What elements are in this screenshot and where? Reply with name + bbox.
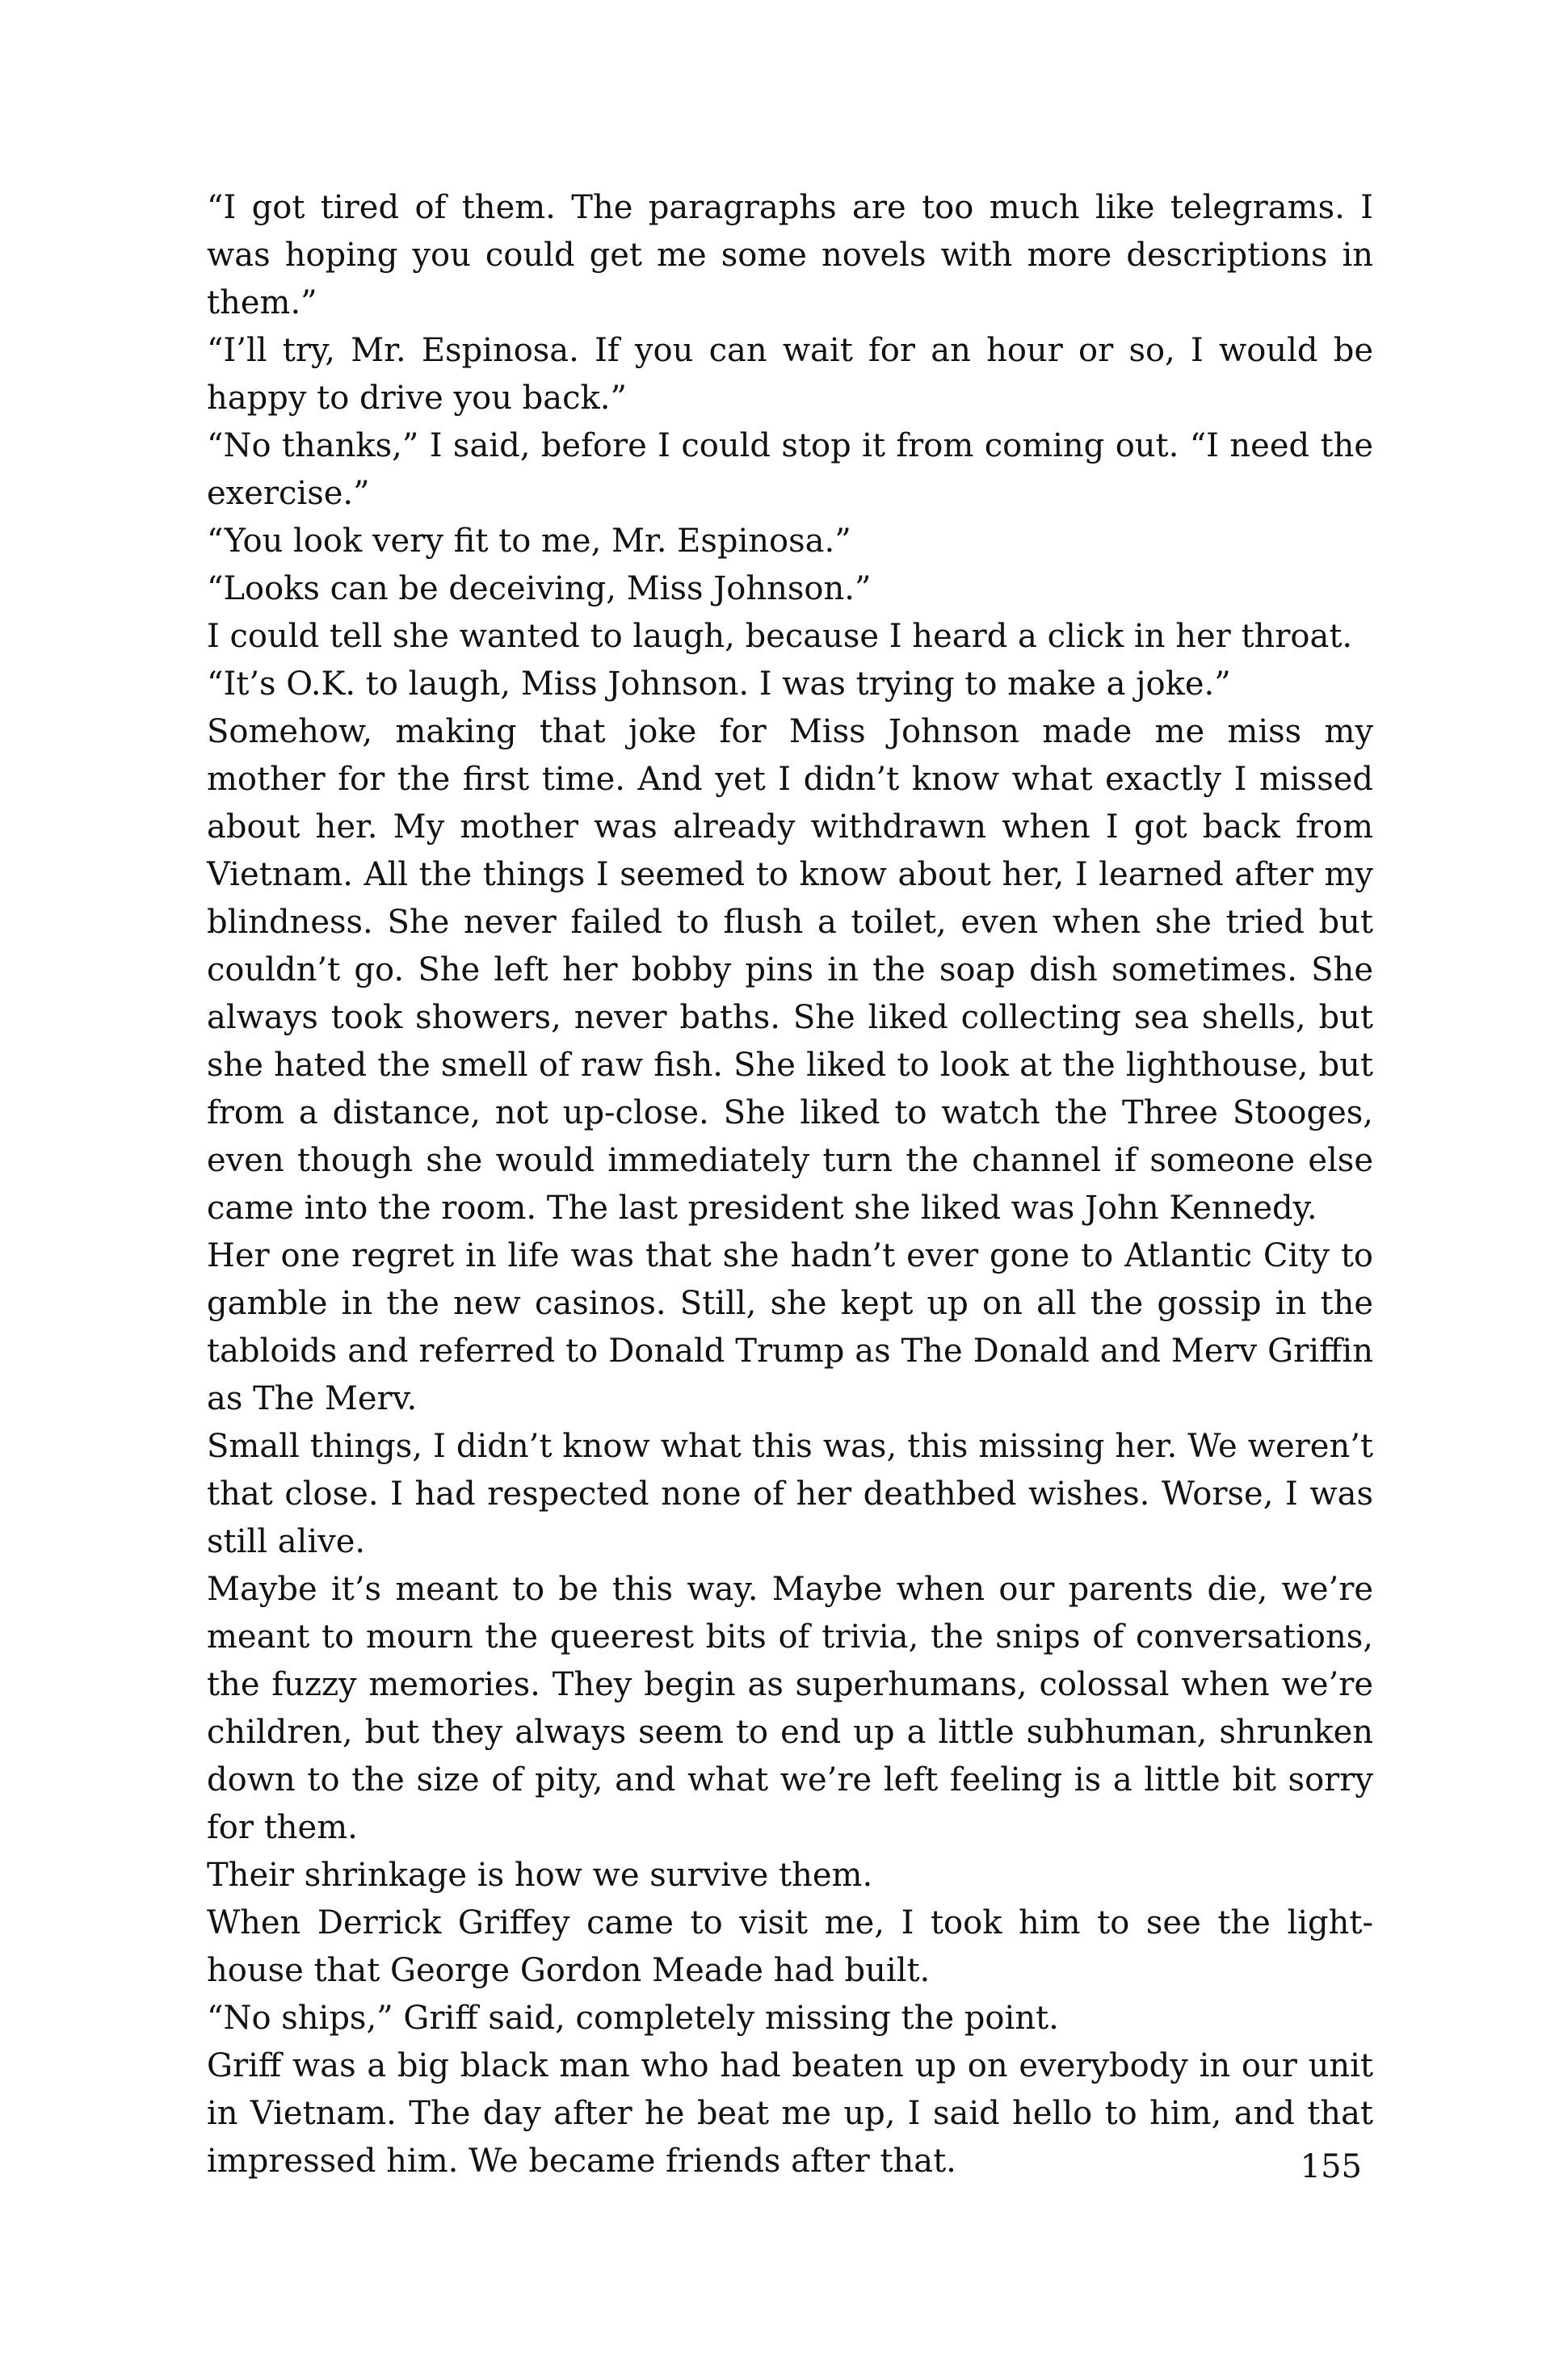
page-number: 155 [1300,2148,1362,2185]
body-text [207,184,1373,2185]
paragraph-6: I could tell she wanted to laugh, because I heard a click in her throat. [207,618,1353,655]
paragraph-3: “No thanks,” I said, before I could stop it from coming out. “I need the exercise.” [207,427,1373,512]
paragraph-8: Somehow, making that joke for Miss Johnson made me miss my mother for the first time. And yet I didn’t know what exactly I missed about her. My mother was already withdrawn when I got back from Vietnam. All the things I seemed to know about her, I learned after my blindness. She never failed to flush a toilet, even when she tried but couldn’t go. She left her bobby pins in the soap dish sometimes. She always took showers, never baths. She liked collecting sea shells, but she hated the smell of raw fish. She liked to look at the lighthouse, but from a distance, not up-close. She liked to watch the Three Stooges, even though she would immediately turn the channel if someone else came into the room. The last president she liked was John Kennedy. [207,713,1373,1227]
paragraph-14: “No ships,” Griff said, completely missing the point. [207,2000,1059,2037]
paragraph-13: When Derrick Griffey came to visit me, I took him to see the light-house that George Gordon Meade had built. [207,1904,1373,1989]
paragraph-1: “I got tired of them. The paragraphs are too much like telegrams. I was hoping you could get me some novels with more descriptions in them.” [207,189,1373,321]
paragraph-10: Small things, I didn’t know what this was, this missing her. We weren’t that close. I had respected none of her deathbed wishes. Worse, I was still alive. [207,1428,1373,1560]
paragraph-9: Her one regret in life was that she hadn’t ever gone to Atlantic City to gamble in the new casinos. Still, she kept up on all the gossip in the tabloids and referred to Donald Trump as The Donald and Merv Griffin as The Merv. [207,1237,1373,1417]
paragraph-5: “Looks can be deceiving, Miss Johnson.” [207,570,872,607]
paragraph-11: Maybe it’s meant to be this way. Maybe when our parents die, we’re meant to mourn the queerest bits of trivia, the snips of conversations, the fuzzy memories. They begin as superhumans, colossal when we’re children, but they always seem to end up a little subhuman, shrunken down to the size of pity, and what we’re left feeling is a little bit sorry for them. [207,1571,1373,1846]
paragraph-4: “You look very fit to me, Mr. Espinosa.” [207,523,851,560]
paragraph-2: “I’ll try, Mr. Espinosa. If you can wait for an hour or so, I would be happy to drive you back.” [207,332,1373,417]
paragraph-12: Their shrinkage is how we survive them. [207,1857,873,1894]
paragraph-15: Griff was a big black man who had beaten up on everybody in our unit in Vietnam. The day after he beat me up, I said hello to him, and that impressed him. We became friends after that. [207,2047,1373,2180]
paragraph-7: “It’s O.K. to laugh, Miss Johnson. I was trying to make a joke.” [207,665,1231,703]
